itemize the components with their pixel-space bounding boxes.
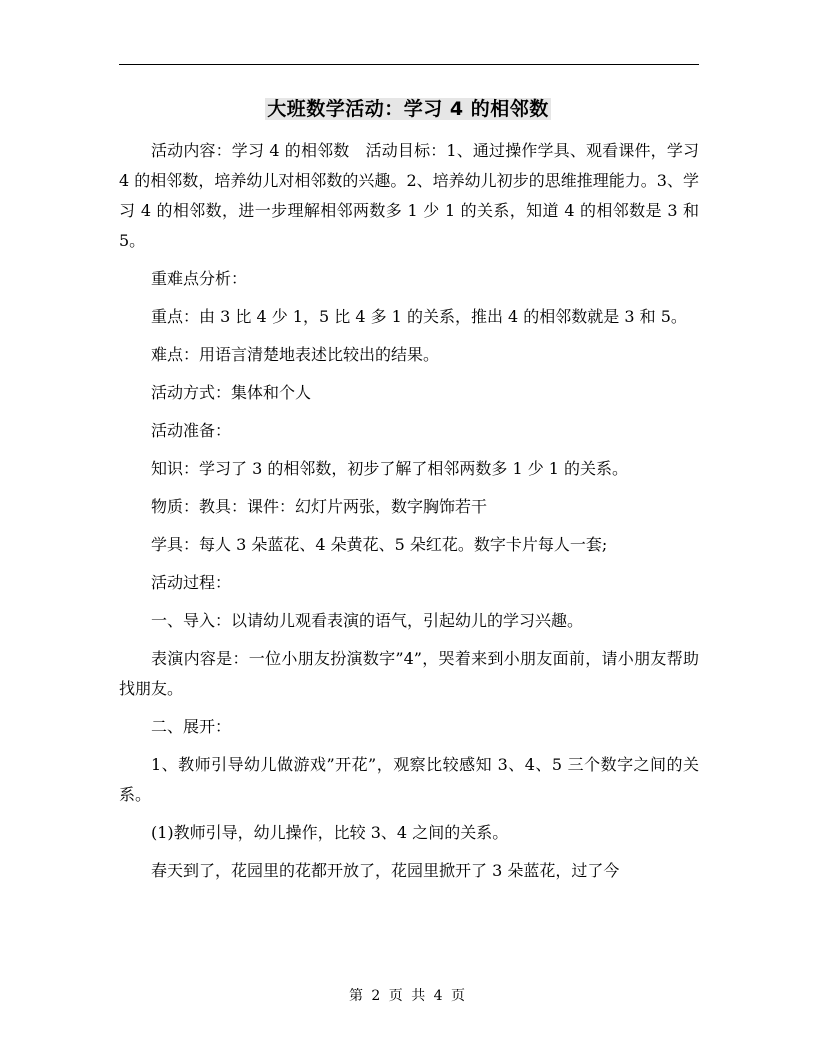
paragraph: 1、教师引导幼儿做游戏”开花”，观察比较感知 3、4、5 三个数字之间的关系。 — [119, 755, 699, 804]
header-rule — [119, 64, 699, 65]
document-title — [0, 96, 816, 122]
paragraph: 重点：由 3 比 4 少 1，5 比 4 多 1 的关系，推出 4 的相邻数就是 3 和 5。 — [151, 307, 687, 326]
paragraph: 二、展开： — [151, 717, 232, 736]
paragraph: (1)教师引导，幼儿操作，比较 3、4 之间的关系。 — [151, 823, 509, 842]
paragraph: 春天到了，花园里的花都开放了，花园里掀开了 3 朵蓝花，过了今 — [151, 861, 620, 880]
document-title-text: 大班数学活动：学习 4 的相邻数 — [267, 98, 549, 120]
paragraph: 活动方式：集体和个人 — [151, 383, 312, 402]
paragraph: 活动准备： — [151, 421, 232, 440]
page-number-footer: 第 2 页 共 4 页 — [348, 988, 468, 1004]
document-body — [119, 136, 699, 886]
paragraph: 难点：用语言清楚地表述比较出的结果。 — [151, 345, 440, 364]
paragraph: 重难点分析： — [151, 269, 248, 288]
paragraph: 一、导入：以请幼儿观看表演的语气，引起幼儿的学习兴趣。 — [151, 611, 584, 630]
paragraph: 表演内容是：一位小朋友扮演数字”4”，哭着来到小朋友面前，请小朋友帮助找朋友。 — [119, 649, 699, 698]
paragraph: 活动过程： — [151, 573, 232, 592]
paragraph: 活动内容：学习 4 的相邻数 活动目标：1、通过操作学具、观看课件，学习 4 的相邻数，培养幼儿对相邻数的兴趣。2、培养幼儿初步的思维推理能力。3、学习 4 的相邻数，进一步理解相邻两数多 1 少 1 的关系，知道 4 的相邻数是 3 和 5。 — [119, 141, 699, 250]
paragraph: 学具：每人 3 朵蓝花、4 朵黄花、5 朵红花。数字卡片每人一套; — [151, 535, 608, 554]
paragraph: 物质：教具：课件：幻灯片两张，数字胸饰若干 — [151, 497, 488, 516]
paragraph: 知识：学习了 3 的相邻数，初步了解了相邻两数多 1 少 1 的关系。 — [151, 459, 629, 478]
